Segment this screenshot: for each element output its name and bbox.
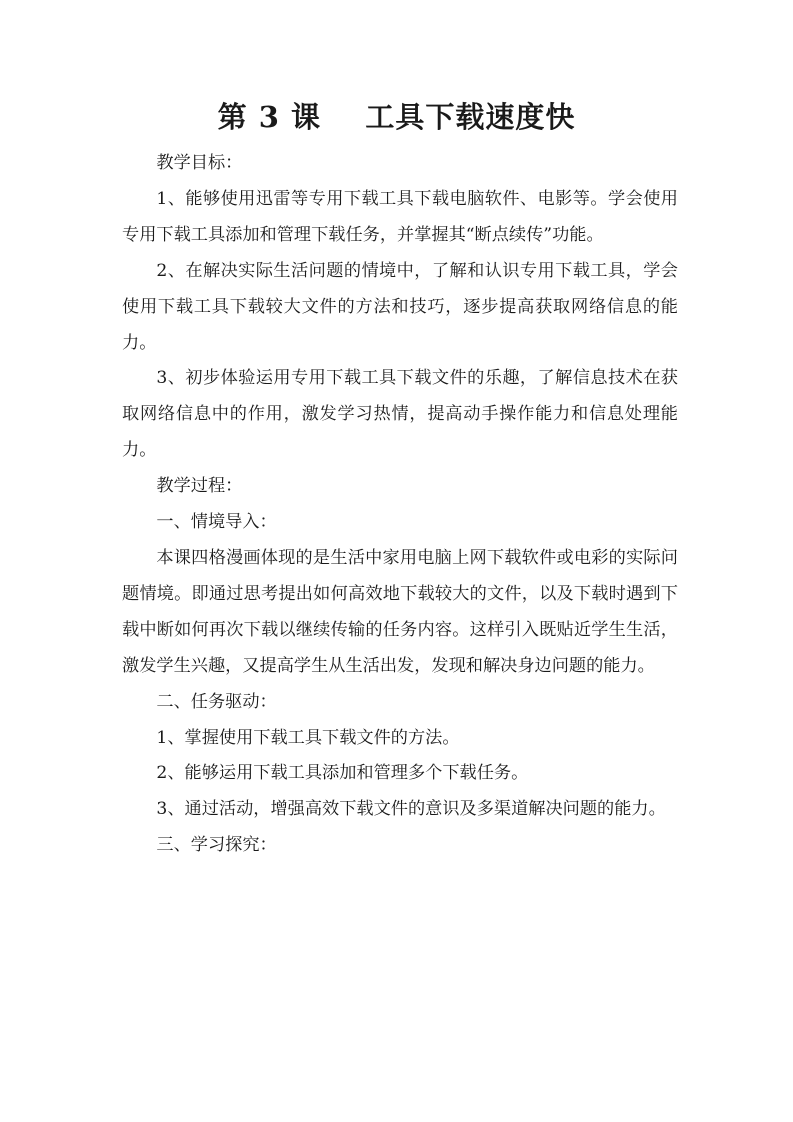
objective-paragraph-2: 2、在解决实际生活问题的情境中，了解和认识专用下载工具，学会使用下载工具下载较大文件的方法和技巧，逐步提高获取网络信息的能力。 <box>122 260 678 353</box>
objective-paragraph-3: 3、初步体验运用专用下载工具下载文件的乐趣，了解信息技术在获取网络信息中的作用，激发学习热情，提高动手操作能力和信息处理能力。 <box>122 368 678 461</box>
subsection-heading-tasks: 二、任务驱动： <box>156 691 277 712</box>
document-body <box>122 146 678 864</box>
objective-paragraph-1: 1、能够使用迅雷等专用下载工具下载电脑软件、电影等。学会使用专用下载工具添加和管理下载任务，并掌握其“断点续传”功能。 <box>122 188 678 245</box>
subsection-heading-intro: 一、情境导入： <box>156 512 277 533</box>
section-heading-process: 教学过程： <box>156 476 243 497</box>
section-heading-objectives: 教学目标： <box>156 153 243 173</box>
task-paragraph-1: 1、掌握使用下载工具下载文件的方法。 <box>156 727 460 748</box>
subsection-heading-explore: 三、学习探究： <box>156 835 277 856</box>
task-paragraph-3: 3、通过活动，增强高效下载文件的意识及多渠道解决问题的能力。 <box>156 799 666 820</box>
task-paragraph-2: 2、能够运用下载工具添加和管理多个下载任务。 <box>156 763 529 784</box>
lesson-title: 第 3 课 工具下载速度快 <box>217 100 576 134</box>
intro-paragraph: 本课四格漫画体现的是生活中家用电脑上网下载软件或电彩的实际问题情境。即通过思考提出如何高效地下载较大的文件，以及下载时遇到下载中断如何再次下载以继续传输的任务内容。这样引入既贴近学生生活，激发学生兴趣，又提高学生从生活出发，发现和解决身边问题的能力。 <box>122 547 678 676</box>
